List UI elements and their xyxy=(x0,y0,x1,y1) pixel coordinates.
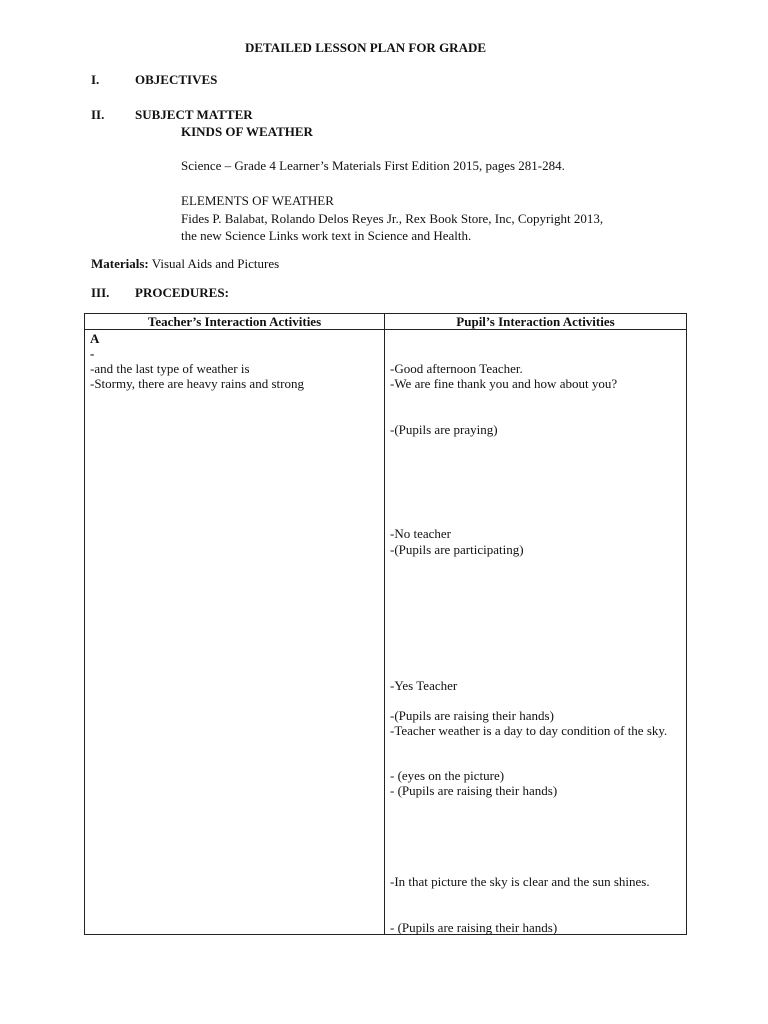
pupil-line: - (Pupils are raising their hands) xyxy=(390,783,558,798)
pupil-line: - (Pupils are raising their hands) xyxy=(390,920,558,935)
subject-matter-heading: SUBJECT MATTER xyxy=(135,107,253,122)
reference-2-title: ELEMENTS OF WEATHER xyxy=(181,193,334,208)
teacher-activities-cell xyxy=(85,330,385,935)
teacher-line: -Stormy, there are heavy rains and strong xyxy=(90,376,304,391)
reference-2-line-2: the new Science Links work text in Science and Health. xyxy=(181,228,472,243)
pupil-line: - (eyes on the picture) xyxy=(390,768,505,783)
pupil-line: -Yes Teacher xyxy=(390,678,458,693)
pupil-line: -Good afternoon Teacher. xyxy=(390,361,523,376)
teacher-line: - xyxy=(90,346,95,361)
reference-2-line-1: Fides P. Balabat, Rolando Delos Reyes Jr., Rex Book Store, Inc, Copyright 2013, xyxy=(181,211,604,226)
page-title: DETAILED LESSON PLAN FOR GRADE xyxy=(245,40,487,55)
teacher-line: -and the last type of weather is xyxy=(90,361,250,376)
objectives-numeral: I. xyxy=(91,72,100,87)
reference-1: Science – Grade 4 Learner’s Materials First Edition 2015, pages 281-284. xyxy=(181,158,565,173)
pupil-column-header: Pupil’s Interaction Activities xyxy=(385,314,687,330)
pupil-line: -No teacher xyxy=(390,526,451,541)
pupil-line: -Teacher weather is a day to day condition of the sky. xyxy=(390,723,668,738)
procedures-numeral: III. xyxy=(91,285,110,300)
pupil-line: -We are fine thank you and how about you? xyxy=(390,376,618,391)
procedures-heading: PROCEDURES: xyxy=(135,285,229,300)
objectives-heading: OBJECTIVES xyxy=(135,72,218,87)
pupil-activities-cell xyxy=(385,330,687,935)
teacher-column-header: Teacher’s Interaction Activities xyxy=(85,314,385,330)
materials-line xyxy=(91,256,279,271)
table-body-row xyxy=(85,330,687,935)
pupil-line: -(Pupils are raising their hands) xyxy=(390,708,554,723)
subject-matter-numeral: II. xyxy=(91,107,105,122)
pupil-line: -(Pupils are participating) xyxy=(390,542,524,557)
materials-value: Visual Aids and Pictures xyxy=(151,256,280,271)
table-header-row xyxy=(85,314,687,330)
materials-label: Materials: xyxy=(91,256,149,271)
pupil-line: -In that picture the sky is clear and the sun shines. xyxy=(390,874,650,889)
pupil-line: -(Pupils are praying) xyxy=(390,422,498,437)
subject-topic: KINDS OF WEATHER xyxy=(181,124,313,139)
teacher-line: A xyxy=(90,331,100,346)
procedures-table xyxy=(84,313,687,935)
